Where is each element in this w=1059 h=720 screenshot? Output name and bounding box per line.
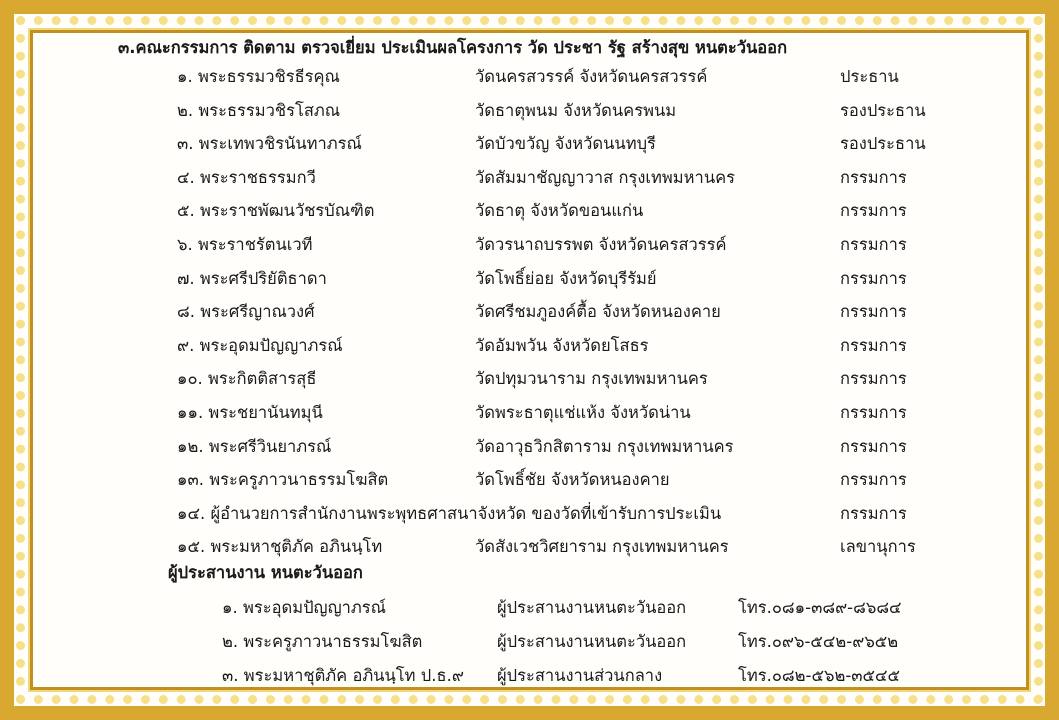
member-name: ๑๒. พระศรีวินยาภรณ์: [177, 436, 332, 456]
committee-row: [0, 467, 1059, 497]
member-name: ๘. พระศรีญาณวงศ์: [177, 302, 315, 322]
coordinator-phone: โทร.๐๙๖-๕๔๒-๙๖๕๒: [738, 632, 899, 651]
member-name: ๕. พระราชพัฒนวัชรบัณฑิต: [177, 201, 375, 221]
member-temple: วัดธาตุพนม จังหวัดนครพนม: [475, 100, 677, 120]
committee-row: [0, 501, 1059, 531]
section-title: ๓.คณะกรรมการ ติดตาม ตรวจเยี่ยม ประเมินผลโครงการ วัด ประชา รัฐ สร้างสุข หนตะวันออก: [118, 38, 788, 57]
member-role: กรรมการ: [840, 470, 907, 490]
member-role: เลขานุการ: [840, 537, 916, 557]
member-temple: วัดพระธาตุแช่แห้ง จังหวัดน่าน: [475, 403, 691, 422]
member-temple: วัดสัมมาชัญญาวาส กรุงเทพมหานคร: [475, 167, 735, 187]
committee-row: [0, 165, 1059, 195]
coordinator-name: ๒. พระครูภาวนาธรรมโฆสิต: [222, 632, 423, 651]
member-role: กรรมการ: [840, 503, 907, 523]
member-name: ๑๔. ผู้อำนวยการสำนักงานพระพุทธศาสนาจังหวัด ของวัดที่เข้ารับการประเมิน: [177, 503, 722, 523]
coordinator-phone: โทร.๐๘๒-๕๖๒-๓๕๔๕: [738, 666, 901, 685]
member-name: ๑. พระธรรมวชิรธีรคุณ: [177, 67, 340, 86]
committee-row: [0, 64, 1059, 94]
member-temple: วัดวรนาถบรรพต จังหวัดนครสวรรค์: [475, 235, 727, 254]
coordinator-row: [0, 595, 1059, 625]
committee-row: [0, 534, 1059, 564]
committee-row: [0, 232, 1059, 262]
committee-row: [0, 299, 1059, 329]
member-name: ๒. พระธรรมวชิรโสภณ: [177, 100, 341, 120]
committee-row: [0, 333, 1059, 363]
member-name: ๑๓. พระครูภาวนาธรรมโฆสิต: [177, 470, 389, 490]
member-name: ๖. พระราชรัตนเวที: [177, 235, 313, 254]
member-temple: วัดอาวุธวิกสิตาราม กรุงเทพมหานคร: [475, 436, 734, 456]
member-role: กรรมการ: [840, 369, 907, 389]
member-temple: วัดนครสวรรค์ จังหวัดนครสวรรค์: [475, 67, 708, 86]
member-name: ๔. พระราชธรรมกวี: [177, 167, 316, 187]
committee-row: [0, 400, 1059, 430]
member-role: กรรมการ: [840, 302, 907, 322]
coordinator-name: ๑. พระอุดมปัญญาภรณ์: [222, 598, 386, 617]
member-role: ประธาน: [840, 67, 899, 86]
coordinator-role: ผู้ประสานงานหนตะวันออก: [497, 632, 687, 651]
member-role: กรรมการ: [840, 167, 907, 187]
member-name: ๑๕. พระมหาชุติภัค อภินนฺโท: [177, 537, 383, 557]
member-temple: วัดศรีชมภูองค์ตื้อ จังหวัดหนองคาย: [475, 302, 721, 322]
committee-row: [0, 434, 1059, 464]
member-temple: วัดธาตุ จังหวัดขอนแก่น: [475, 201, 644, 221]
committee-row: [0, 131, 1059, 161]
member-role: รองประธาน: [840, 134, 926, 154]
coordinator-title: ผู้ประสานงาน หนตะวันออก: [168, 563, 363, 582]
coordinator-phone: โทร.๐๘๑-๓๘๙-๘๖๘๔: [738, 598, 902, 617]
coordinator-name: ๓. พระมหาชุติภัค อภินนฺโท ป.ธ.๙: [222, 666, 464, 685]
coordinator-role: ผู้ประสานงานส่วนกลาง: [497, 666, 663, 685]
member-role: กรรมการ: [840, 268, 907, 288]
member-name: ๑๐. พระกิตติสารสุธี: [177, 369, 317, 389]
member-temple: วัดปทุมวนาราม กรุงเทพมหานคร: [475, 369, 708, 389]
member-name: ๙. พระอุดมปัญญาภรณ์: [177, 335, 343, 355]
member-temple: วัดอัมพวัน จังหวัดยโสธร: [475, 335, 649, 355]
member-role: กรรมการ: [840, 235, 907, 254]
member-name: ๗. พระศรีปริยัติธาดา: [177, 268, 327, 288]
committee-row: [0, 98, 1059, 128]
committee-row: [0, 198, 1059, 228]
member-role: กรรมการ: [840, 403, 907, 422]
member-role: กรรมการ: [840, 436, 907, 456]
committee-row: [0, 366, 1059, 396]
coordinator-row: [0, 629, 1059, 659]
member-role: กรรมการ: [840, 201, 907, 221]
coordinator-role: ผู้ประสานงานหนตะวันออก: [497, 598, 687, 617]
member-temple: วัดบัวขวัญ จังหวัดนนทบุรี: [475, 134, 656, 154]
member-role: กรรมการ: [840, 335, 907, 355]
member-temple: วัดโพธิ์ชัย จังหวัดหนองคาย: [475, 470, 670, 490]
member-name: ๓. พระเทพวชิรนันทาภรณ์: [177, 134, 362, 154]
member-name: ๑๑. พระชยานันทมุนี: [177, 403, 323, 422]
member-temple: วัดสังเวชวิศยาราม กรุงเทพมหานคร: [475, 537, 729, 557]
coordinator-row: [0, 663, 1059, 693]
committee-row: [0, 266, 1059, 296]
member-role: รองประธาน: [840, 100, 926, 120]
member-temple: วัดโพธิ์ย่อย จังหวัดบุรีรัมย์: [475, 268, 657, 288]
